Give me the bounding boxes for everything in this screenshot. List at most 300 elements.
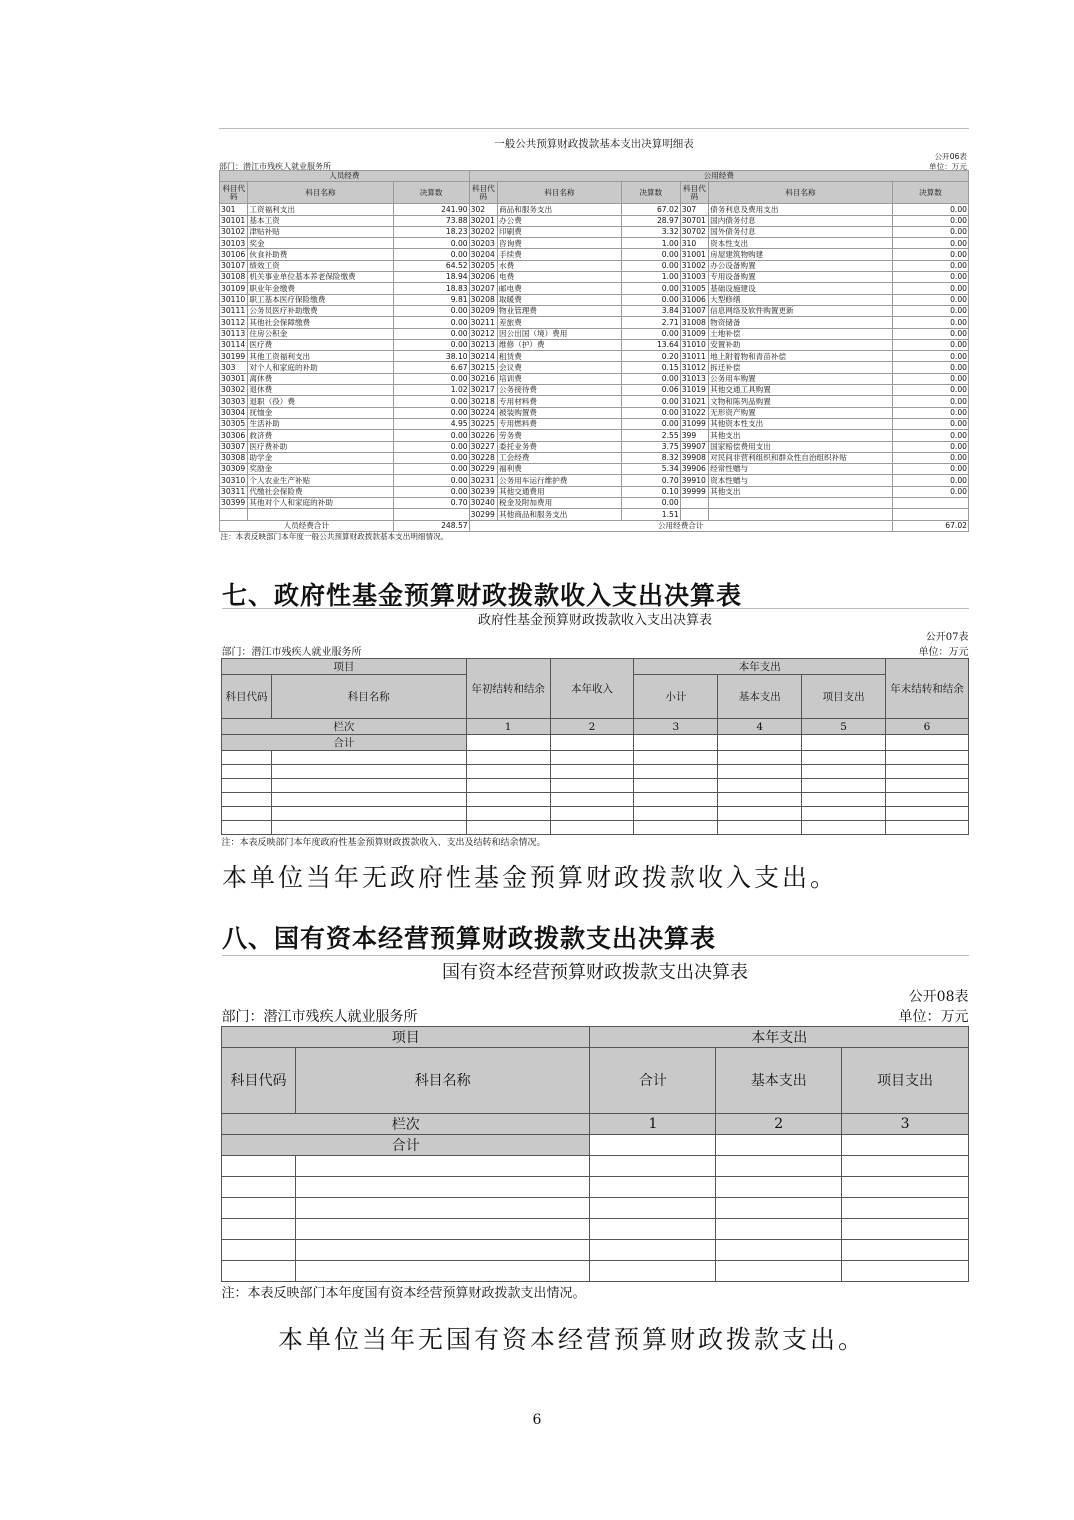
subject-code-cell: 30309 bbox=[220, 464, 248, 475]
subject-name-cell: 无形资产购置 bbox=[709, 407, 893, 418]
subject-code-cell: 30399 bbox=[220, 498, 248, 509]
subject-code-cell: 31021 bbox=[680, 396, 708, 407]
subject-name-cell: 伙食补助费 bbox=[248, 249, 393, 260]
subject-name-cell: 基础设施建设 bbox=[709, 283, 893, 294]
subject-code-cell: 30214 bbox=[469, 351, 497, 362]
subject-name-cell: 安置补助 bbox=[709, 339, 893, 350]
col-item: 项目 bbox=[222, 659, 467, 675]
amount-cell: 0.00 bbox=[393, 249, 469, 260]
amount-cell: 0.00 bbox=[892, 475, 968, 486]
subject-name-cell bbox=[248, 509, 393, 520]
table-06-title: 一般公共预算财政拨款基本支出决算明细表 bbox=[494, 138, 694, 150]
subject-code-cell: 30113 bbox=[220, 328, 248, 339]
subject-code-cell: 30308 bbox=[220, 452, 248, 463]
subject-code-cell: 39907 bbox=[680, 441, 708, 452]
subject-name-cell: 房屋建筑物购建 bbox=[709, 249, 893, 260]
amount-cell: 0.00 bbox=[892, 317, 968, 328]
subject-code-cell: 39906 bbox=[680, 464, 708, 475]
subject-code-cell: 30303 bbox=[220, 396, 248, 407]
amount-cell: 1.51 bbox=[621, 509, 680, 520]
amount-cell: 0.00 bbox=[621, 418, 680, 429]
table-07-dept: 部门：潜江市残疾人就业服务所 bbox=[221, 647, 362, 658]
subject-code-cell: 30211 bbox=[469, 317, 497, 328]
subject-code-cell: 31099 bbox=[680, 418, 708, 429]
subject-name-cell: 助学金 bbox=[248, 452, 393, 463]
table-08-dept: 部门：潜江市残疾人就业服务所 bbox=[221, 1008, 418, 1025]
table-08-unit: 单位：万元 bbox=[898, 1008, 969, 1025]
subject-code-cell: 30306 bbox=[220, 430, 248, 441]
subject-name-cell: 基本工资 bbox=[248, 215, 393, 226]
subject-code-cell: 30209 bbox=[469, 305, 497, 316]
subject-code-cell: 31013 bbox=[680, 373, 708, 384]
subject-name-cell: 工会经费 bbox=[498, 452, 622, 463]
table-row bbox=[220, 362, 969, 373]
subject-code-cell: 30305 bbox=[220, 418, 248, 429]
subject-name-cell: 医疗费补助 bbox=[248, 441, 393, 452]
table-row bbox=[222, 1197, 969, 1218]
amount-cell: 0.00 bbox=[393, 373, 469, 384]
subject-name-cell: 国外债务付息 bbox=[709, 226, 893, 237]
amount-cell: 0.00 bbox=[621, 373, 680, 384]
amount-cell: 0.00 bbox=[621, 396, 680, 407]
seq-cell: 1 bbox=[466, 719, 550, 735]
subject-name-cell: 其他对个人和家庭的补助 bbox=[248, 498, 393, 509]
amount-cell: 0.00 bbox=[621, 283, 680, 294]
table-row bbox=[222, 1155, 969, 1176]
table-row bbox=[220, 498, 969, 509]
subject-name-cell: 公务用车购置 bbox=[709, 373, 893, 384]
table-row-total bbox=[220, 520, 969, 531]
amount-cell: 5.34 bbox=[621, 464, 680, 475]
table-07-code: 公开07表 bbox=[925, 632, 969, 643]
table-08 bbox=[221, 955, 969, 1301]
amount-cell: 0.00 bbox=[892, 249, 968, 260]
table-row bbox=[222, 1239, 969, 1260]
total-public-value: 67.02 bbox=[892, 520, 968, 531]
amount-cell: 0.00 bbox=[393, 238, 469, 249]
amount-cell: 0.00 bbox=[892, 215, 968, 226]
table-08-note: 注：本表反映部门本年度国有资本经营预算财政拨款支出情况。 bbox=[221, 1285, 586, 1301]
subject-name-cell: 债务利息及费用支出 bbox=[709, 204, 893, 215]
table-08-code: 公开08表 bbox=[908, 988, 969, 1005]
subject-code-cell: 30299 bbox=[469, 509, 497, 520]
amount-cell: 0.70 bbox=[393, 498, 469, 509]
col-income: 本年收入 bbox=[550, 659, 634, 719]
subject-name-cell: 物资储备 bbox=[709, 317, 893, 328]
subject-name-cell: 商品和服务支出 bbox=[498, 204, 622, 215]
subject-code-cell: 30218 bbox=[469, 396, 497, 407]
subject-name-cell: 税金及附加费用 bbox=[498, 498, 622, 509]
subject-name-cell: 取暖费 bbox=[498, 294, 622, 305]
col-code: 科目代码 bbox=[680, 182, 708, 204]
amount-cell: 0.00 bbox=[621, 260, 680, 271]
subject-code-cell: 30304 bbox=[220, 407, 248, 418]
table-row bbox=[222, 1218, 969, 1239]
amount-cell: 13.64 bbox=[621, 339, 680, 350]
seq-cell: 6 bbox=[886, 719, 969, 735]
total-personnel-value: 248.57 bbox=[393, 520, 469, 531]
amount-cell: 18.83 bbox=[393, 283, 469, 294]
row-total: 合计 bbox=[222, 735, 467, 751]
amount-cell: 9.81 bbox=[393, 294, 469, 305]
seq-cell: 4 bbox=[718, 719, 802, 735]
col-spend: 本年支出 bbox=[590, 1026, 969, 1047]
subject-name-cell: 被装购置费 bbox=[498, 407, 622, 418]
subject-code-cell: 30225 bbox=[469, 418, 497, 429]
amount-cell: 0.00 bbox=[892, 305, 968, 316]
subject-code-cell: 30108 bbox=[220, 272, 248, 283]
subject-name-cell: 手续费 bbox=[498, 249, 622, 260]
amount-cell: 0.00 bbox=[892, 294, 968, 305]
amount-cell: 1.00 bbox=[621, 238, 680, 249]
subject-name-cell: 土地补偿 bbox=[709, 328, 893, 339]
total-public-label: 公用经费合计 bbox=[469, 520, 892, 531]
subject-name-cell: 差旅费 bbox=[498, 317, 622, 328]
subject-name-cell: 印刷费 bbox=[498, 226, 622, 237]
table-row bbox=[220, 339, 969, 350]
subject-name-cell: 抚恤金 bbox=[248, 407, 393, 418]
col-total: 合计 bbox=[590, 1047, 716, 1113]
seq-cell: 2 bbox=[550, 719, 634, 735]
amount-cell: 64.52 bbox=[393, 260, 469, 271]
amount-cell: 0.00 bbox=[621, 407, 680, 418]
subject-code-cell: 301 bbox=[220, 204, 248, 215]
subject-code-cell: 30229 bbox=[469, 464, 497, 475]
table-06-dept: 部门：潜江市残疾人就业服务所 bbox=[219, 162, 331, 171]
subject-name-cell: 电费 bbox=[498, 272, 622, 283]
table-row bbox=[220, 317, 969, 328]
subject-name-cell: 办公费 bbox=[498, 215, 622, 226]
subject-name-cell: 职工基本医疗保险缴费 bbox=[248, 294, 393, 305]
amount-cell: 0.00 bbox=[621, 328, 680, 339]
subject-code-cell: 30224 bbox=[469, 407, 497, 418]
table-row bbox=[222, 765, 969, 779]
subject-name-cell: 拆迁补偿 bbox=[709, 362, 893, 373]
subject-code-cell: 31003 bbox=[680, 272, 708, 283]
subject-code-cell: 31009 bbox=[680, 328, 708, 339]
subject-code-cell: 30311 bbox=[220, 486, 248, 497]
amount-cell: 6.67 bbox=[393, 362, 469, 373]
table-row bbox=[220, 272, 969, 283]
subject-code-cell: 30102 bbox=[220, 226, 248, 237]
col-code: 科目代码 bbox=[220, 182, 248, 204]
table-row bbox=[220, 385, 969, 396]
amount-cell: 8.32 bbox=[621, 452, 680, 463]
table-row bbox=[220, 204, 969, 215]
amount-cell: 0.00 bbox=[393, 328, 469, 339]
page-number: 6 bbox=[532, 1412, 542, 1428]
amount-cell: 2.71 bbox=[621, 317, 680, 328]
subject-code-cell: 30307 bbox=[220, 441, 248, 452]
section-7-heading: 七、政府性基金预算财政拨款收入支出决算表 bbox=[222, 581, 743, 610]
subject-code-cell: 30228 bbox=[469, 452, 497, 463]
subject-name-cell: 大型修缮 bbox=[709, 294, 893, 305]
amount-cell: 3.84 bbox=[621, 305, 680, 316]
col-subtotal: 小计 bbox=[634, 675, 718, 719]
subject-code-cell: 30203 bbox=[469, 238, 497, 249]
table-row bbox=[222, 779, 969, 793]
amount-cell: 0.00 bbox=[892, 339, 968, 350]
subject-code-cell: 31005 bbox=[680, 283, 708, 294]
subject-code-cell: 31012 bbox=[680, 362, 708, 373]
col-item: 项目 bbox=[222, 1026, 590, 1047]
subject-code-cell: 31007 bbox=[680, 305, 708, 316]
subject-code-cell: 303 bbox=[220, 362, 248, 373]
table-row bbox=[222, 751, 969, 765]
subject-name-cell: 专用设备购置 bbox=[709, 272, 893, 283]
subject-code-cell: 30109 bbox=[220, 283, 248, 294]
subject-code-cell: 310 bbox=[680, 238, 708, 249]
subject-code-cell: 30231 bbox=[469, 475, 497, 486]
subject-name-cell: 维修（护）费 bbox=[498, 339, 622, 350]
amount-cell: 0.00 bbox=[393, 317, 469, 328]
subject-code-cell: 31010 bbox=[680, 339, 708, 350]
col-begin: 年初结转和结余 bbox=[466, 659, 550, 719]
amount-cell: 2.55 bbox=[621, 430, 680, 441]
table-row bbox=[220, 418, 969, 429]
subject-code-cell: 30302 bbox=[220, 385, 248, 396]
table-row bbox=[220, 283, 969, 294]
amount-cell: 0.00 bbox=[393, 430, 469, 441]
subject-code-cell: 30106 bbox=[220, 249, 248, 260]
subject-name-cell: 其他社会保障缴费 bbox=[248, 317, 393, 328]
subject-name-cell: 办公设备购置 bbox=[709, 260, 893, 271]
subject-code-cell: 30216 bbox=[469, 373, 497, 384]
subject-name-cell: 住房公积金 bbox=[248, 328, 393, 339]
table-row bbox=[220, 464, 969, 475]
subject-name-cell: 公务接待费 bbox=[498, 385, 622, 396]
subject-name-cell: 会议费 bbox=[498, 362, 622, 373]
seq-cell: 1 bbox=[590, 1113, 716, 1134]
subject-name-cell: 医疗费 bbox=[248, 339, 393, 350]
subject-name-cell: 退职（役）费 bbox=[248, 396, 393, 407]
subject-code-cell: 31008 bbox=[680, 317, 708, 328]
table-row bbox=[220, 226, 969, 237]
col-amount: 决算数 bbox=[393, 182, 469, 204]
subject-code-cell: 30206 bbox=[469, 272, 497, 283]
subject-name-cell: 国内债务付息 bbox=[709, 215, 893, 226]
amount-cell: 1.00 bbox=[621, 272, 680, 283]
amount-cell: 0.00 bbox=[393, 464, 469, 475]
amount-cell: 0.00 bbox=[393, 486, 469, 497]
subject-code-cell: 31022 bbox=[680, 407, 708, 418]
amount-cell: 1.02 bbox=[393, 385, 469, 396]
subject-code-cell: 30310 bbox=[220, 475, 248, 486]
subject-code-cell: 30204 bbox=[469, 249, 497, 260]
subject-code-cell: 30107 bbox=[220, 260, 248, 271]
subject-code-cell: 30239 bbox=[469, 486, 497, 497]
amount-cell: 0.00 bbox=[892, 226, 968, 237]
amount-cell: 0.10 bbox=[621, 486, 680, 497]
amount-cell: 0.00 bbox=[892, 396, 968, 407]
amount-cell: 0.00 bbox=[892, 418, 968, 429]
table-row bbox=[220, 475, 969, 486]
table-row bbox=[220, 486, 969, 497]
seq-cell: 3 bbox=[634, 719, 718, 735]
table-row bbox=[220, 373, 969, 384]
subject-name-cell: 其他商品和服务支出 bbox=[498, 509, 622, 520]
subject-name-cell: 其他支出 bbox=[709, 430, 893, 441]
amount-cell: 0.00 bbox=[892, 272, 968, 283]
table-row bbox=[220, 452, 969, 463]
subject-code-cell: 30101 bbox=[220, 215, 248, 226]
subject-code-cell bbox=[680, 509, 708, 520]
subject-name-cell: 委托业务费 bbox=[498, 441, 622, 452]
subject-code-cell: 31006 bbox=[680, 294, 708, 305]
amount-cell: 3.32 bbox=[621, 226, 680, 237]
seq-cell: 2 bbox=[716, 1113, 842, 1134]
col-name: 科目名称 bbox=[271, 675, 466, 719]
row-seq: 栏次 bbox=[222, 719, 467, 735]
subject-name-cell bbox=[709, 498, 893, 509]
subject-name-cell: 救济费 bbox=[248, 430, 393, 441]
amount-cell: 0.00 bbox=[621, 249, 680, 260]
amount-cell: 0.00 bbox=[892, 362, 968, 373]
col-name: 科目名称 bbox=[709, 182, 893, 204]
amount-cell: 0.00 bbox=[892, 430, 968, 441]
amount-cell: 0.00 bbox=[892, 486, 968, 497]
amount-cell: 241.90 bbox=[393, 204, 469, 215]
subject-name-cell: 咨询费 bbox=[498, 238, 622, 249]
subject-code-cell: 39999 bbox=[680, 486, 708, 497]
amount-cell: 0.00 bbox=[892, 351, 968, 362]
subject-name-cell: 专用材料费 bbox=[498, 396, 622, 407]
amount-cell bbox=[892, 509, 968, 520]
subject-name-cell: 职业年金缴费 bbox=[248, 283, 393, 294]
subject-code-cell: 30110 bbox=[220, 294, 248, 305]
amount-cell: 0.00 bbox=[393, 339, 469, 350]
amount-cell: 0.00 bbox=[393, 475, 469, 486]
subject-code-cell: 39910 bbox=[680, 475, 708, 486]
amount-cell: 0.00 bbox=[892, 385, 968, 396]
subject-code-cell: 30112 bbox=[220, 317, 248, 328]
subject-code-cell: 30199 bbox=[220, 351, 248, 362]
subject-name-cell: 资本性赠与 bbox=[709, 475, 893, 486]
subject-name-cell: 其他资本性支出 bbox=[709, 418, 893, 429]
row-total: 合计 bbox=[222, 1134, 590, 1155]
subject-code-cell: 31001 bbox=[680, 249, 708, 260]
subject-code-cell: 30205 bbox=[469, 260, 497, 271]
subject-code-cell: 31019 bbox=[680, 385, 708, 396]
amount-cell: 0.00 bbox=[892, 283, 968, 294]
row-seq: 栏次 bbox=[222, 1113, 590, 1134]
table-row bbox=[220, 351, 969, 362]
subject-name-cell: 公务用车运行维护费 bbox=[498, 475, 622, 486]
table-row bbox=[220, 509, 969, 520]
subject-name-cell: 奖励金 bbox=[248, 464, 393, 475]
amount-cell: 4.95 bbox=[393, 418, 469, 429]
subject-code-cell: 30212 bbox=[469, 328, 497, 339]
personnel-header: 人员经费 bbox=[220, 171, 470, 182]
col-basic: 基本支出 bbox=[716, 1047, 842, 1113]
subject-code-cell: 30702 bbox=[680, 226, 708, 237]
table-07 bbox=[221, 608, 969, 849]
subject-code-cell bbox=[680, 498, 708, 509]
subject-name-cell: 机关事业单位基本养老保险缴费 bbox=[248, 272, 393, 283]
table-row bbox=[220, 328, 969, 339]
subject-name-cell: 其他支出 bbox=[709, 486, 893, 497]
subject-code-cell: 30208 bbox=[469, 294, 497, 305]
subject-name-cell: 工资福利支出 bbox=[248, 204, 393, 215]
amount-cell: 18.94 bbox=[393, 272, 469, 283]
table-row bbox=[222, 821, 969, 835]
table-row bbox=[222, 807, 969, 821]
amount-cell: 0.00 bbox=[892, 238, 968, 249]
subject-code-cell: 31011 bbox=[680, 351, 708, 362]
subject-name-cell: 其他交通费用 bbox=[498, 486, 622, 497]
table-row bbox=[220, 215, 969, 226]
amount-cell: 0.00 bbox=[393, 452, 469, 463]
subject-name-cell: 信息网络及软件购置更新 bbox=[709, 305, 893, 316]
subject-code-cell: 30301 bbox=[220, 373, 248, 384]
subject-name-cell: 退休费 bbox=[248, 385, 393, 396]
amount-cell: 67.02 bbox=[621, 204, 680, 215]
table-07-note: 注：本表反映部门本年度政府性基金预算财政拨款收入、支出及结转和结余情况。 bbox=[221, 838, 546, 849]
seq-cell: 5 bbox=[802, 719, 886, 735]
subject-name-cell: 水费 bbox=[498, 260, 622, 271]
subject-code-cell bbox=[220, 509, 248, 520]
subject-code-cell: 30111 bbox=[220, 305, 248, 316]
subject-code-cell: 30701 bbox=[680, 215, 708, 226]
col-end: 年末结转和结余 bbox=[886, 659, 969, 719]
subject-name-cell: 代缴社会保险费 bbox=[248, 486, 393, 497]
section-8-statement: 本单位当年无国有资本经营预算财政拨款支出。 bbox=[278, 1325, 867, 1354]
amount-cell: 0.00 bbox=[892, 464, 968, 475]
subject-code-cell: 31002 bbox=[680, 260, 708, 271]
subject-name-cell: 生活补助 bbox=[248, 418, 393, 429]
table-row bbox=[220, 407, 969, 418]
subject-name-cell: 个人农业生产补贴 bbox=[248, 475, 393, 486]
subject-name-cell: 奖金 bbox=[248, 238, 393, 249]
subject-code-cell: 30103 bbox=[220, 238, 248, 249]
table-06-code: 公开06表 bbox=[934, 152, 967, 161]
subject-code-cell: 30215 bbox=[469, 362, 497, 373]
table-07-title: 政府性基金预算财政拨款收入支出决算表 bbox=[222, 609, 969, 629]
subject-code-cell: 30240 bbox=[469, 498, 497, 509]
amount-cell: 0.00 bbox=[393, 441, 469, 452]
subject-name-cell: 绩效工资 bbox=[248, 260, 393, 271]
amount-cell: 0.00 bbox=[393, 396, 469, 407]
amount-cell: 0.15 bbox=[621, 362, 680, 373]
amount-cell: 0.00 bbox=[892, 204, 968, 215]
subject-name-cell: 对个人和家庭的补助 bbox=[248, 362, 393, 373]
table-row bbox=[220, 441, 969, 452]
amount-cell bbox=[892, 498, 968, 509]
subject-name-cell: 其他交通工具购置 bbox=[709, 385, 893, 396]
subject-code-cell: 302 bbox=[469, 204, 497, 215]
total-personnel-label: 人员经费合计 bbox=[220, 520, 394, 531]
section-8-heading: 八、国有资本经营预算财政拨款支出决算表 bbox=[222, 924, 717, 953]
col-code: 科目代码 bbox=[222, 1047, 296, 1113]
subject-name-cell: 因公出国（境）费用 bbox=[498, 328, 622, 339]
subject-code-cell: 30213 bbox=[469, 339, 497, 350]
amount-cell: 0.00 bbox=[393, 305, 469, 316]
amount-cell: 3.75 bbox=[621, 441, 680, 452]
amount-cell: 0.00 bbox=[393, 407, 469, 418]
table-08-title: 国有资本经营预算财政拨款支出决算表 bbox=[222, 956, 969, 986]
table-row bbox=[220, 260, 969, 271]
subject-name-cell: 物业管理费 bbox=[498, 305, 622, 316]
col-project: 项目支出 bbox=[802, 675, 886, 719]
subject-code-cell: 30207 bbox=[469, 283, 497, 294]
subject-code-cell: 399 bbox=[680, 430, 708, 441]
subject-name-cell: 对民间非营利组织和群众性自治组织补贴 bbox=[709, 452, 893, 463]
subject-name-cell: 培训费 bbox=[498, 373, 622, 384]
amount-cell: 0.00 bbox=[892, 441, 968, 452]
table-06-unit: 单位：万元 bbox=[929, 162, 967, 171]
amount-cell: 0.00 bbox=[621, 294, 680, 305]
col-code: 科目代码 bbox=[222, 675, 272, 719]
